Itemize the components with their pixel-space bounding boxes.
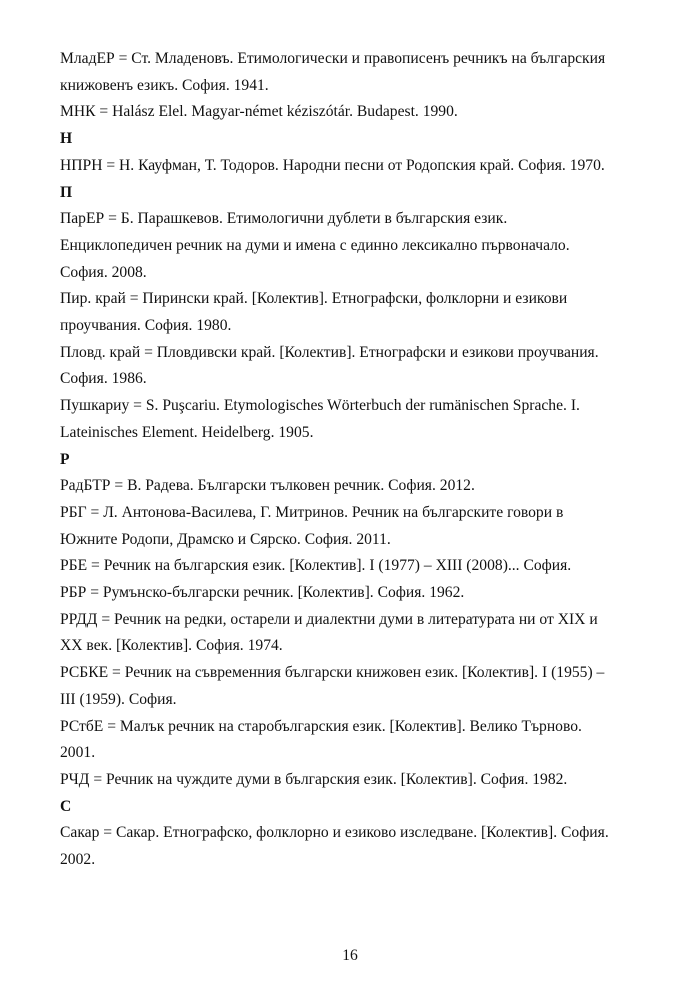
- section-heading: С: [60, 797, 72, 815]
- entry-line: НПРН = Н. Кауфман, Т. Тодоров. Народни песни от Родопския край. София. 1970.: [60, 156, 605, 174]
- entry-line: Енциклопедичен речник на думи и имена с единно лексикално първоначало.: [60, 236, 570, 254]
- entry-line: книжовенъ езикъ. София. 1941.: [60, 76, 269, 94]
- entry-line: МНК = Halász Elel. Magyar-német kéziszótár. Budapest. 1990.: [60, 103, 458, 121]
- entry-line: Пловд. край = Пловдивски край. [Колектив]. Етнографски и езикови проучвания.: [60, 343, 599, 361]
- page-number: 16: [342, 947, 358, 964]
- entry-line: 2002.: [60, 851, 96, 869]
- entry-line: МладЕР = Ст. Младеновъ. Етимологически и правописенъ речникъ на българския: [60, 50, 606, 67]
- entry-line: РСБКЕ = Речник на съвременния български книжовен език. [Колектив]. I (1955) –: [60, 664, 605, 682]
- entry-line: РБЕ = Речник на българския език. [Колектив]. I (1977) – XIII (2008)... София.: [60, 557, 572, 575]
- entry-line: РБР = Румънско-български речник. [Колектив]. София. 1962.: [60, 584, 465, 602]
- entry-line: РБГ = Л. Антонова-Василева, Г. Митринов. Речник на българските говори в: [60, 503, 564, 521]
- entry-line: София. 1986.: [60, 370, 147, 388]
- entry-line: РСтбЕ = Малък речник на старобългарския език. [Колектив]. Велико Търново.: [60, 717, 582, 735]
- entry-line: РЧД = Речник на чуждите думи в българския език. [Колектив]. София. 1982.: [60, 770, 568, 788]
- entry-line: Южните Родопи, Драмско и Сярско. София. 2011.: [60, 530, 391, 548]
- entry-line: Пир. край = Пирински край. [Колектив]. Етнографски, фолклорни и езикови: [60, 290, 568, 308]
- entry-line: 2001.: [60, 744, 96, 762]
- entry-line: XX век. [Колектив]. София. 1974.: [60, 637, 283, 655]
- section-heading: Н: [60, 130, 73, 148]
- entry-line: III (1959). София.: [60, 690, 177, 708]
- entry-line: Сакар = Сакар. Етнографско, фолклорно и езиково изследване. [Колектив]. София.: [60, 824, 609, 842]
- entry-line: Lateinisches Element. Heidelberg. 1905.: [60, 423, 314, 441]
- entry-line: Пушкариу = S. Puşcariu. Etymologisches Wörterbuch der rumänischen Sprache. I.: [60, 397, 580, 415]
- entry-line: проучвания. София. 1980.: [60, 317, 232, 335]
- entry-line: РадБТР = В. Радева. Български тълковен речник. София. 2012.: [60, 477, 475, 495]
- entry-line: РРДД = Речник на редки, остарели и диалектни думи в литературата ни от XIX и: [60, 610, 598, 628]
- entry-line: ПарЕР = Б. Парашкевов. Етимологични дублети в българския език.: [60, 210, 508, 228]
- section-heading: П: [60, 183, 73, 201]
- entry-line: София. 2008.: [60, 263, 147, 281]
- section-heading: Р: [60, 450, 70, 468]
- abbreviations-list: [60, 46, 640, 874]
